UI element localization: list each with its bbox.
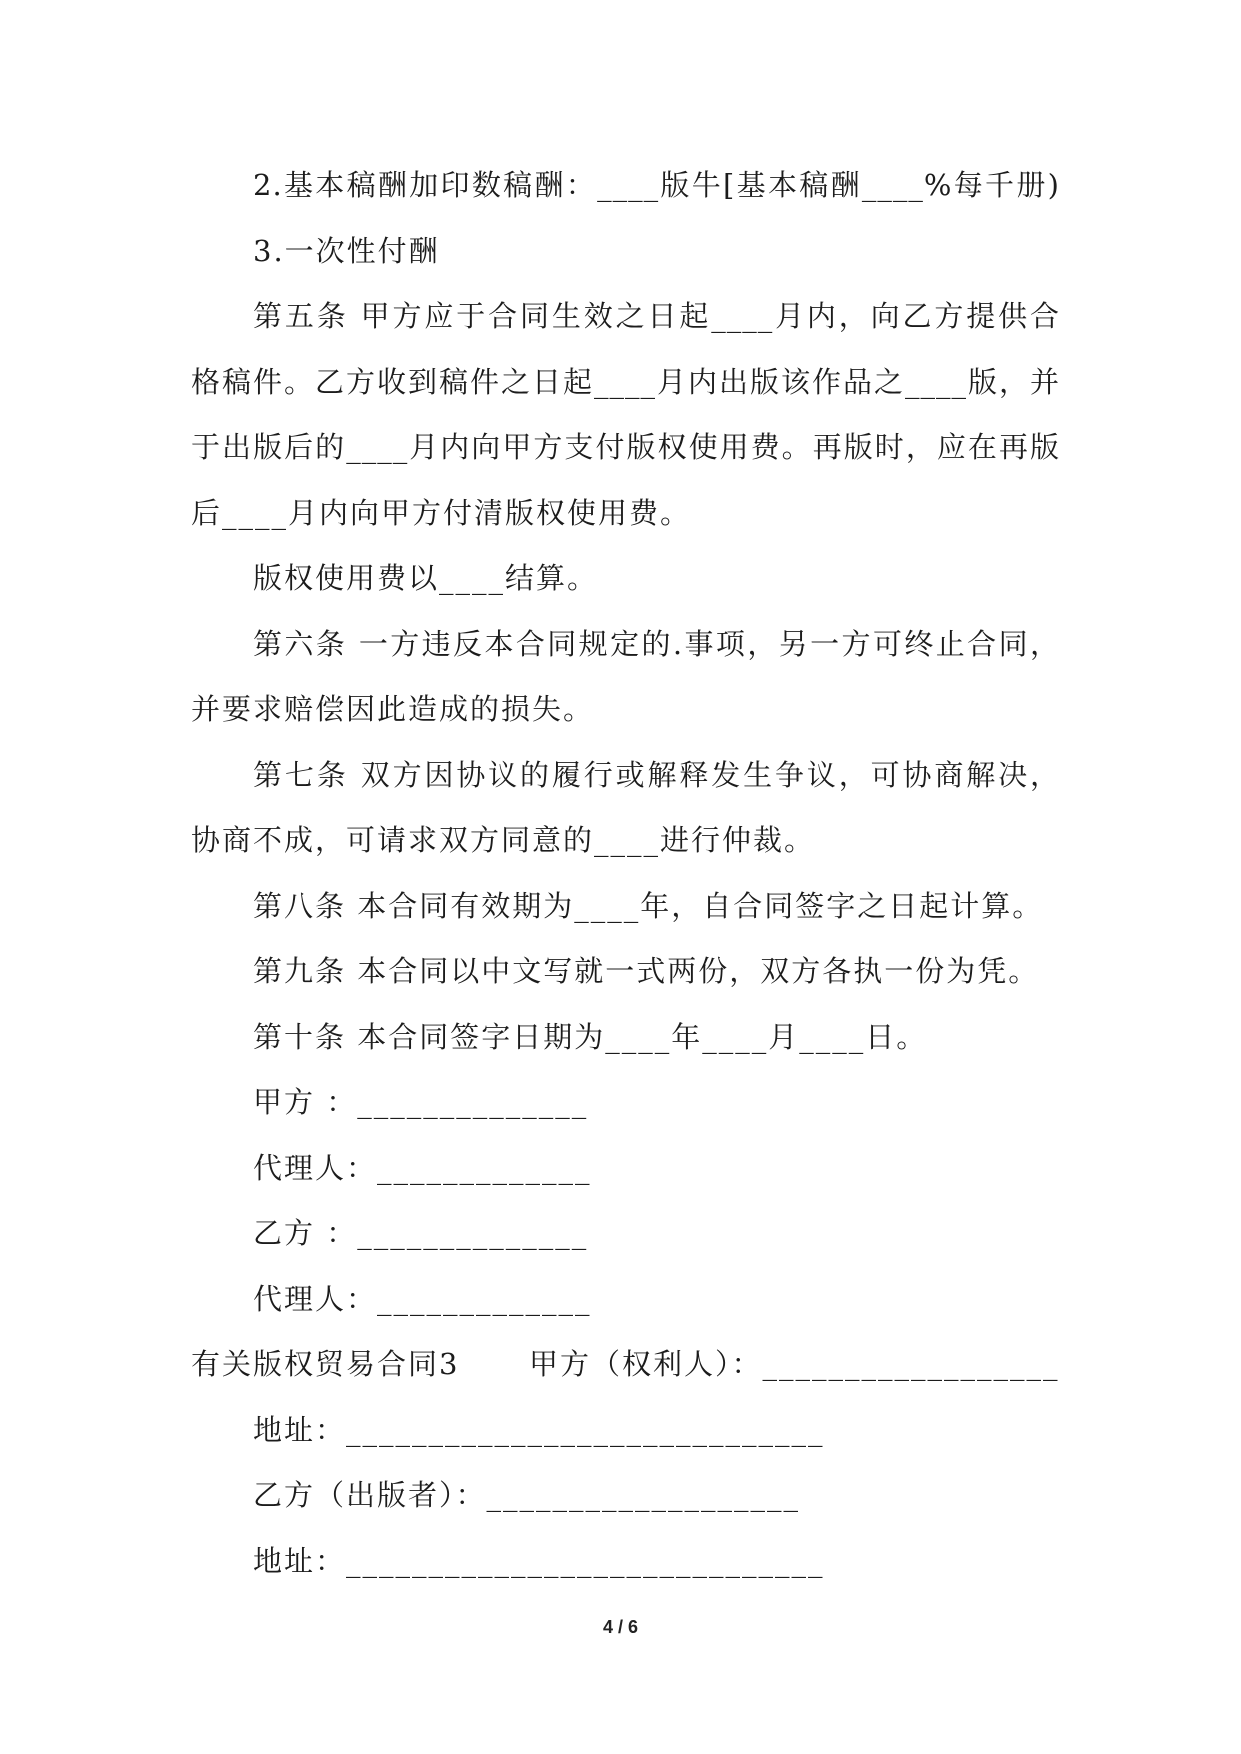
field-address-b: [191, 1529, 1060, 1595]
field-publisher: [191, 1463, 1060, 1529]
signature-label: 代理人：: [253, 1150, 378, 1185]
article-7-line: 第七条 双方因协议的履行或解释发生争议，可协商解决，: [253, 757, 1060, 792]
article-7-line: 协商不成，可请求双方同意的____进行仲裁。: [191, 823, 816, 857]
signature-label: 甲方 ：: [253, 1085, 358, 1119]
field-blank: _____________________________: [346, 1412, 825, 1447]
signature-agent-b: [191, 1267, 1060, 1333]
document-body: [191, 153, 1060, 1594]
signature-blank: _____________: [377, 1150, 592, 1185]
signature-blank: ______________: [357, 1216, 589, 1250]
field-label: 地址：: [253, 1412, 347, 1447]
field-blank: __________________: [762, 1347, 1060, 1381]
signature-agent-a: [191, 1136, 1060, 1202]
article-8-line: 第八条 本合同有效期为____年，自合同签字之日起计算。: [253, 888, 1044, 923]
signature-party-a: [191, 1070, 1060, 1136]
next-contract-header-line: [191, 1332, 1060, 1398]
field-address-a: [191, 1398, 1060, 1464]
signature-label: 乙方 ：: [253, 1216, 358, 1250]
field-blank: _____________________________: [346, 1543, 825, 1578]
next-contract-title: 有关版权贸易合同3: [191, 1347, 460, 1381]
article-5-line: 第五条 甲方应于合同生效之日起____月内，向乙方提供合: [253, 299, 1060, 333]
article-5-line: 格稿件。乙方收到稿件之日起____月内出版该作品之____版，并: [191, 364, 1060, 399]
royalty-item: 2.基本稿酬加印数稿酬：____版牛[基本稿酬____%每千册): [253, 168, 1060, 202]
article-6-line: 第六条 一方违反本合同规定的.事项，另一方可终止合同，: [253, 626, 1060, 661]
article-9-line: 第九条 本合同以中文写就一式两份，双方各执一份为凭。: [253, 954, 1040, 988]
signature-blank: _____________: [377, 1281, 592, 1316]
article-6-line: 并要求赔偿因此造成的损失。: [191, 692, 595, 726]
field-blank: ___________________: [486, 1478, 801, 1512]
field-label: 地址：: [253, 1543, 347, 1578]
signature-party-b: [191, 1201, 1060, 1267]
signature-label: 代理人：: [253, 1281, 378, 1316]
field-label: 甲方（权利人）：: [529, 1347, 763, 1381]
royalty-item: 3.一次性付酬: [253, 233, 440, 268]
settlement-line: 版权使用费以____结算。: [253, 561, 599, 595]
field-label: 乙方（出版者）：: [253, 1478, 487, 1512]
signature-blank: ______________: [357, 1085, 589, 1119]
page-number: 4 / 6: [602, 1617, 639, 1637]
article-10-line: 第十条 本合同签字日期为____年____月____日。: [253, 1019, 928, 1054]
article-5-line: 于出版后的____月内向甲方支付版权使用费。再版时，应在再版: [191, 430, 1060, 464]
article-5-line: 后____月内向甲方付清版权使用费。: [191, 495, 692, 530]
